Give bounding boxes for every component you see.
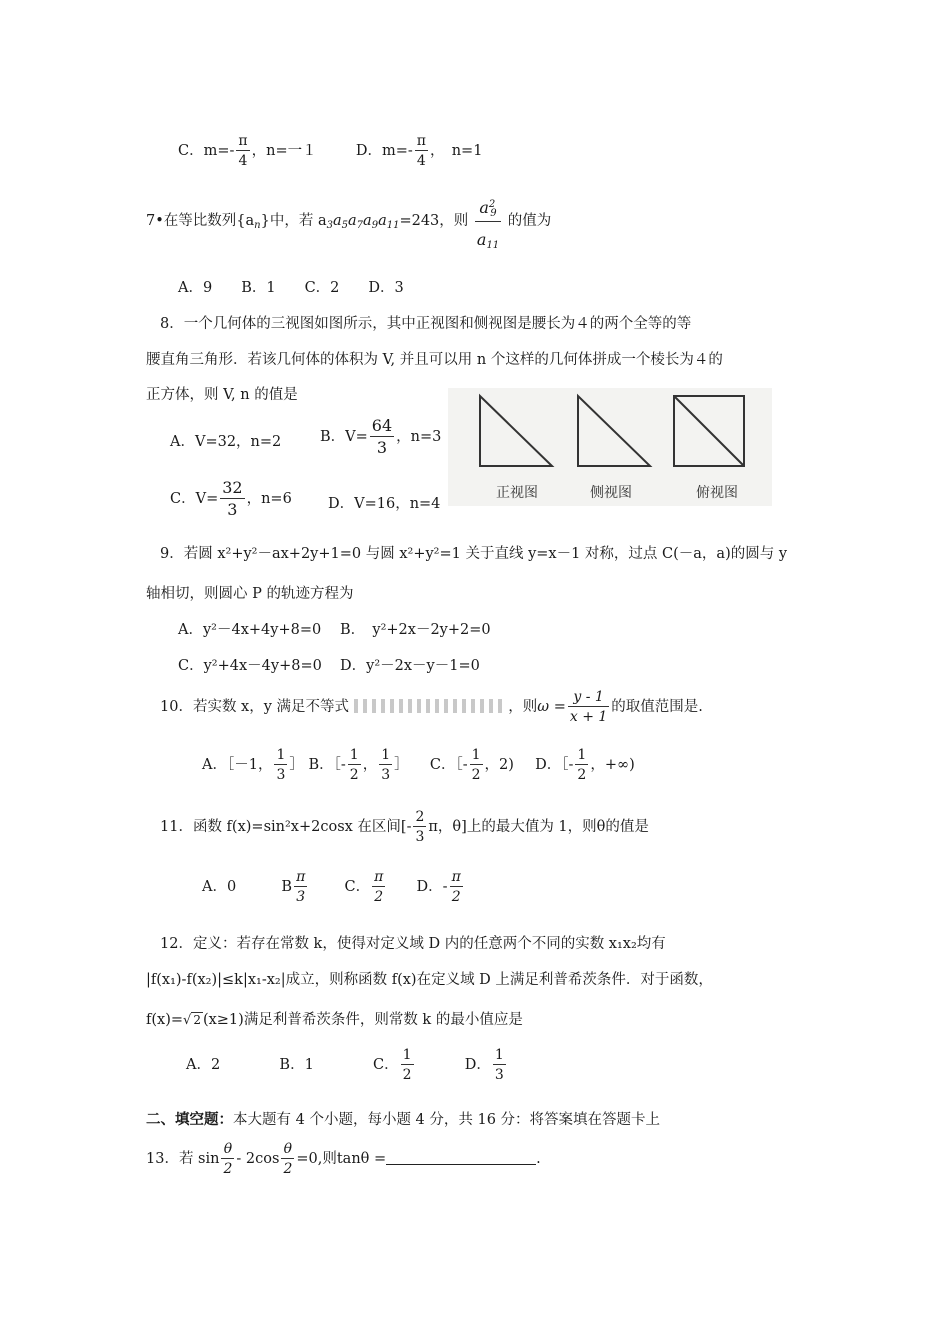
q12-c-num: 1 (402, 1047, 412, 1063)
q13-f1-num: θ (221, 1142, 234, 1159)
q10-text-3: 的取值范围是. (611, 699, 703, 715)
q12-option-b: B．1 (279, 1057, 314, 1073)
q6-option-d-suffix: ， n=1 (429, 143, 483, 159)
q7-text-2: }中，若 a (260, 213, 327, 229)
q12-options (186, 1048, 508, 1082)
q11-c-prefix: C． (344, 879, 371, 895)
q7-text-3: =243，则 (399, 213, 469, 229)
q8-b-den: 3 (376, 438, 388, 457)
q12-fx: f(x)= (146, 1012, 184, 1028)
q10-d-prefix: D．［- (535, 757, 574, 773)
q11-stem (160, 810, 649, 844)
q13-stem (146, 1142, 541, 1176)
q12-line-3 (146, 1008, 523, 1029)
q11-c-num: π (374, 869, 384, 885)
q7-sub-5: 5 (341, 220, 348, 231)
q11-d-num: π (451, 869, 461, 885)
q7-sub-11: 11 (386, 220, 400, 231)
q10-d-num: 1 (577, 747, 587, 763)
q8-option-a: A．V=32，n=2 (170, 434, 282, 450)
q12-c-den: 2 (402, 1067, 412, 1083)
q8-line-1: 8．一个几何体的三视图如图所示，其中正视图和侧视图是腰长为４的两个全等的等 (160, 316, 692, 332)
q12-line-1: 12．定义：若存在常数 k，使得对定义域 D 内的任意两个不同的实数 x₁x₂均有 (160, 936, 666, 952)
q6-c-den: 4 (238, 153, 248, 169)
inequality-system-image (354, 699, 504, 713)
top-view-diagonal (674, 396, 744, 466)
q8-c-num: 32 (222, 478, 243, 497)
q13-text-3: =0,则tanθ = (296, 1151, 387, 1167)
q10-a-den: 3 (276, 767, 286, 783)
q13-text-1: 13．若 sin (146, 1151, 220, 1167)
q12-d-num: 1 (494, 1047, 504, 1063)
front-view-triangle (480, 396, 552, 466)
q11-b-num: π (296, 869, 306, 885)
q7-options: A．9 B．1 C．2 D．3 (178, 280, 404, 296)
q7-fraction (475, 200, 501, 251)
q6-options (178, 134, 482, 168)
q7-a11: a (378, 213, 387, 229)
q8-option-b (320, 418, 441, 456)
q13-end: . (536, 1151, 541, 1167)
q10-b-prefix: B．［- (308, 757, 346, 773)
q8-option-d: D．V=16，n=4 (328, 496, 441, 512)
q8-b-prefix: B．V= (320, 429, 368, 445)
q9-line-1: 9．若圆 x²+y²－ax+2y+1=0 与圆 x²+y²=1 关于直线 y=x－1 对称，过点 C(－a，a)的圆与 y (160, 546, 788, 562)
q10-b-num1: 1 (349, 747, 359, 763)
q8-line-3: 正方体，则 V, n 的值是 (146, 387, 298, 403)
q10-options (202, 748, 635, 782)
q8-b-num: 64 (371, 416, 393, 435)
q8-line-2: 腰直角三角形．若该几何体的体积为 V, 并且可以用 n 个这样的几何体拼成一个棱长为４的 (146, 352, 723, 368)
q10-c-den: 2 (471, 767, 481, 783)
q7-sub-7: 7 (356, 220, 364, 231)
three-view-figure (448, 388, 772, 506)
q11-options (202, 870, 465, 904)
q7-a9: a (363, 213, 372, 229)
section-2-desc: 本大题有 4 个小题，每小题 4 分，共 16 分：将答案填在答题卡上 (233, 1112, 661, 1128)
q10-b-den2: 3 (381, 767, 391, 783)
top-view-label: 俯视图 (696, 485, 738, 501)
q11-d-prefix: D．- (416, 879, 448, 895)
q13-f1-den: 2 (223, 1161, 233, 1177)
q10-omega: ω = (537, 699, 566, 715)
q7-text-4: 的值为 (507, 213, 552, 229)
q11-d-den: 2 (451, 889, 461, 905)
q10-b-sep: ， (362, 757, 378, 773)
q12-option-a: A．2 (186, 1057, 221, 1073)
q7-frac-den-sub: 11 (486, 240, 500, 251)
q6-option-c-suffix: ，n=一１ (251, 143, 317, 159)
front-view-label: 正视图 (496, 485, 538, 501)
q10-a-suffix: ］ (289, 757, 304, 773)
q11-frac-den: 3 (415, 829, 425, 845)
q7-sub-3: 3 (326, 220, 333, 231)
q7-stem (146, 200, 551, 251)
q7-sub-n: n (254, 220, 261, 231)
q7-frac-sup: 2 (488, 199, 496, 210)
q12-d-den: 3 (494, 1067, 504, 1083)
sqrt-sign: √ (183, 1013, 192, 1028)
q11-c-den: 2 (374, 889, 384, 905)
q10-c-num: 1 (471, 747, 481, 763)
q9-option-c: C．y²+4x－4y+8=0 (178, 658, 322, 674)
side-view-label: 侧视图 (590, 485, 632, 501)
q10-c-prefix: C．［- (429, 757, 468, 773)
q7-text-1: 7•在等比数列{a (146, 213, 255, 229)
section-2-heading (146, 1108, 660, 1129)
q8-b-suffix: ，n=3 (396, 429, 442, 445)
q11-text-1: 11．函数 f(x)=sin²x+2cosx 在区间[- (160, 819, 412, 835)
q6-option-d-prefix: D．m=- (355, 143, 413, 159)
q6-d-den: 4 (416, 153, 426, 169)
q6-c-num: π (238, 133, 248, 149)
q10-frac-num: y - 1 (568, 690, 609, 707)
q10-a-num: 1 (276, 747, 286, 763)
q9-line-2: 轴相切，则圆心 P 的轨迹方程为 (146, 586, 354, 602)
q11-frac-num: 2 (415, 809, 425, 825)
q10-b-den1: 2 (349, 767, 359, 783)
q7-frac-num: a (479, 198, 489, 217)
q7-a5: a (332, 213, 342, 229)
q10-d-den: 2 (577, 767, 587, 783)
q10-text-1: 10．若实数 x，y 满足不等式 (160, 699, 350, 715)
q10-b-num2: 1 (381, 747, 391, 763)
q7-sub-9: 9 (371, 220, 379, 231)
q13-f2-den: 2 (283, 1161, 293, 1177)
q7-frac-sub: 9 (490, 208, 497, 219)
q6-d-num: π (416, 133, 426, 149)
q10-d-suffix: ，+∞) (590, 757, 635, 773)
q10-stem (160, 690, 703, 724)
q11-text-2: π，θ]上的最大值为 1，则θ的值是 (428, 819, 649, 835)
q10-b-suffix: ］ (394, 757, 409, 773)
q6-option-c-prefix: C．m=- (178, 143, 235, 159)
q10-a-prefix: A．［－1， (202, 757, 273, 773)
q12-c-prefix: C． (373, 1057, 399, 1073)
q13-f2-num: θ (281, 1142, 294, 1159)
q8-c-prefix: C．V= (170, 491, 219, 507)
q8-option-c (170, 480, 292, 518)
side-view-triangle (578, 396, 650, 466)
q13-answer-blank[interactable] (386, 1150, 536, 1165)
q9-option-d: D．y²－2x－y－1=0 (340, 658, 480, 674)
q11-option-a: A．0 (202, 879, 237, 895)
q10-text-2: ，则 (508, 699, 538, 715)
q12-text: (x≥1)满足利普希茨条件，则常数 k 的最小值应是 (202, 1012, 523, 1028)
q12-sqrt-arg: 2 (193, 1013, 201, 1027)
q11-b-den: 3 (296, 889, 306, 905)
q12-d-prefix: D． (464, 1057, 491, 1073)
q10-frac-den: x + 1 (569, 709, 608, 725)
q11-b-prefix: B (281, 879, 293, 895)
q9-option-a: A．y²－4x+4y+8=0 (178, 622, 322, 638)
q8-c-suffix: ，n=6 (246, 491, 292, 507)
q7-frac-den: a (476, 230, 487, 249)
section-2-title: 二、填空题： (146, 1111, 233, 1128)
q12-line-2: |f(x₁)-f(x₂)|≤k|x₁-x₂|成立，则称函数 f(x)在定义域 D 上满足利普希茨条件．对于函数， (146, 972, 713, 988)
q7-a7: a (348, 213, 357, 229)
q8-c-den: 3 (227, 500, 238, 519)
q9-option-b: B． y²+2x－2y+2=0 (340, 622, 491, 638)
q13-text-2: - 2cos (236, 1151, 280, 1167)
q10-c-suffix: ，2) (484, 757, 514, 773)
